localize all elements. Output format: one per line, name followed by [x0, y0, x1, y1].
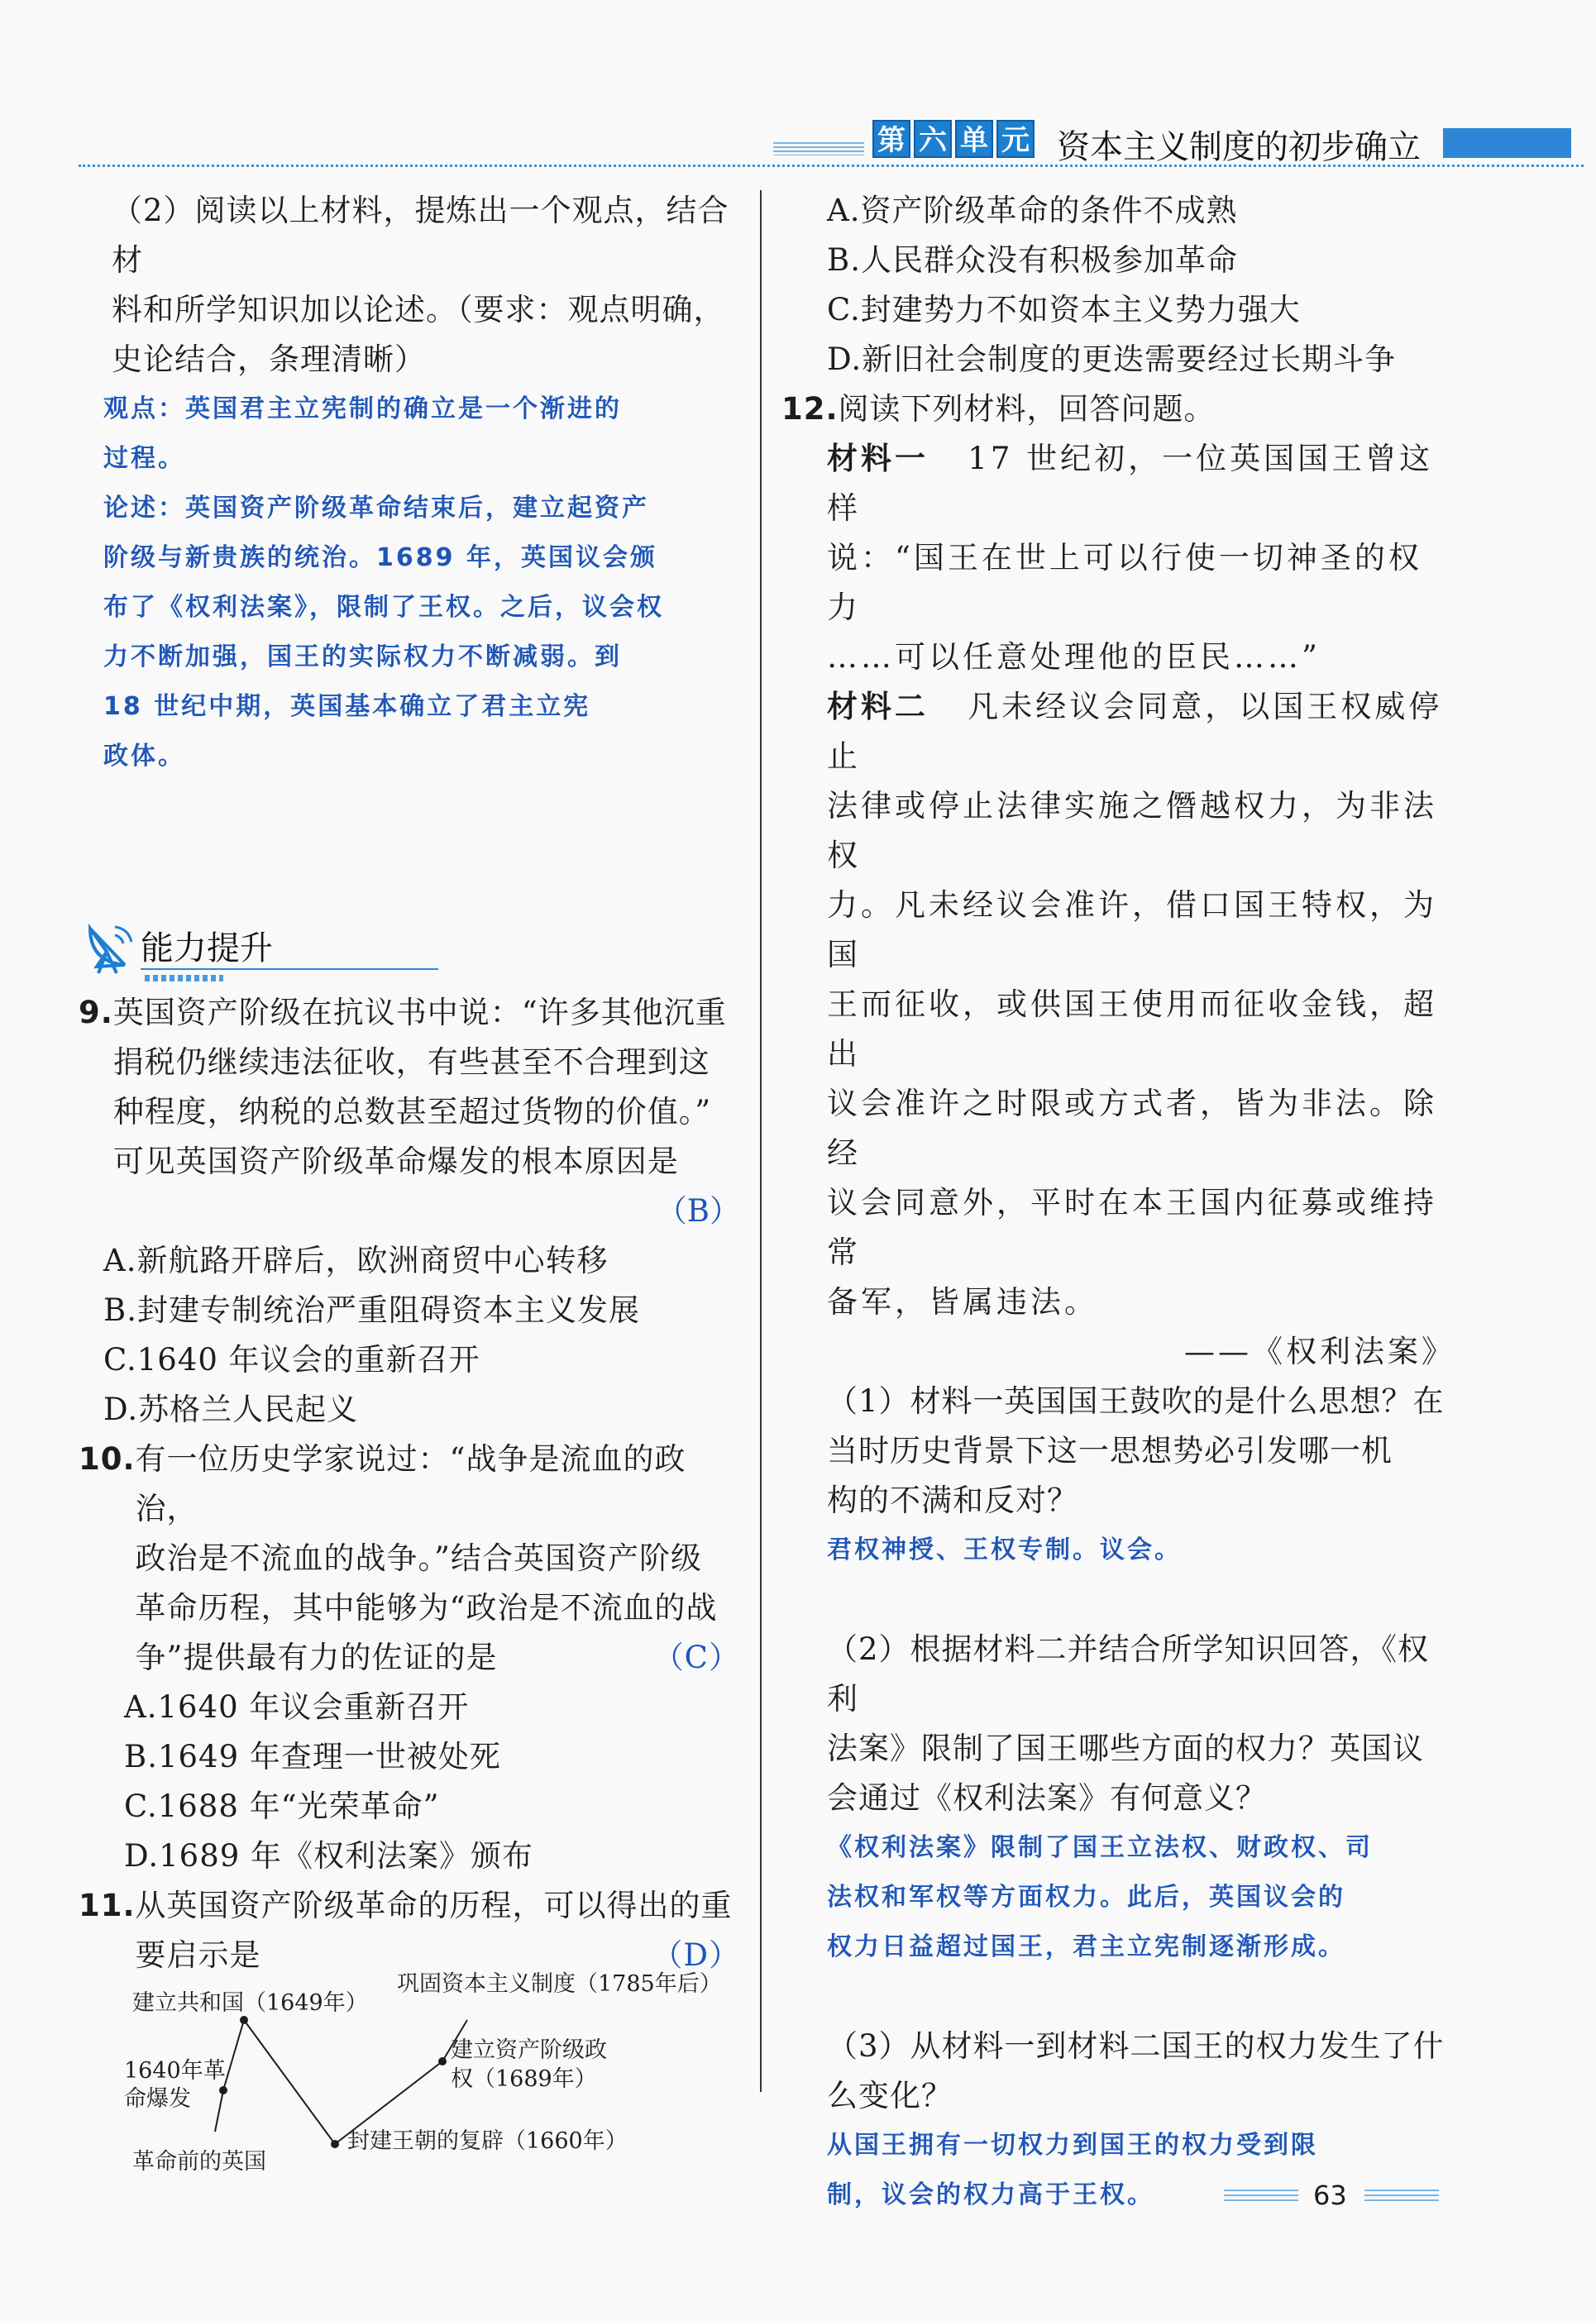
- answer-choice: （B）: [656, 1193, 740, 1229]
- text-line: 有一位历史学家说过：“战争是流血的政治，: [135, 1441, 686, 1526]
- answer-line: 力不断加强，国王的实际权力不断减弱。到: [103, 642, 622, 671]
- diagram-point: [438, 2057, 447, 2065]
- text-line: ……可以任意处理他的臣民……”: [827, 639, 1321, 675]
- material-two: [781, 682, 1455, 1377]
- ability-section-header: [79, 914, 740, 988]
- unit-chip: 六: [914, 120, 952, 158]
- diagram-label: 巩固资本主义制度（1785年后）: [397, 1971, 722, 1997]
- column-divider: [760, 190, 762, 2092]
- text-line: 要启示是: [135, 1937, 261, 1973]
- text-line: 会通过《权利法案》有何意义？: [827, 1780, 1267, 1816]
- text-line: 争”提供最有力的佐证的是: [135, 1640, 498, 1675]
- section-title: 能力提升: [141, 929, 273, 967]
- section-dots: [145, 975, 223, 981]
- question-10-stem: [79, 1435, 740, 1683]
- material-label: 材料二: [827, 689, 929, 724]
- question-9-options: [79, 1236, 740, 1435]
- section-underline: [141, 968, 438, 970]
- sub-question-2-answer: [781, 1823, 1455, 1972]
- text-line: 可见英国资产阶级革命爆发的根本原因是: [112, 1144, 679, 1179]
- option: D.新旧社会制度的更迭需要经过长期斗争: [827, 341, 1397, 377]
- header-color-bar: [1443, 128, 1571, 158]
- answer-line: 法权和军权等方面权力。此后，英国议会的: [827, 1883, 1345, 1912]
- text-line: 史论结合，条理清晰）: [112, 341, 426, 377]
- question-number: 9.: [79, 995, 113, 1030]
- material-source: ——《权利法案》: [1184, 1334, 1455, 1369]
- footer-decoration-left: [1224, 2190, 1298, 2203]
- satellite-dish-icon: [82, 919, 140, 977]
- diagram-label: 建立共和国（1649年）: [132, 1990, 368, 2016]
- diagram-label: 命爆发: [124, 2086, 191, 2112]
- unit-chip: 元: [996, 120, 1035, 158]
- option: D.苏格兰人民起义: [103, 1392, 359, 1427]
- left-column: [79, 186, 740, 2185]
- option: D.1689 年《权利法案》颁布: [124, 1838, 534, 1874]
- answer-line: 从国王拥有一切权力到国王的权力受到限: [827, 2131, 1318, 2160]
- header-dotted-rule: [79, 165, 1584, 167]
- diagram-label: 权（1689年）: [451, 2066, 597, 2092]
- text-line: 英国资产阶级在抗议书中说：“许多其他沉重: [112, 995, 727, 1030]
- option: C.封建势力不如资本主义势力强大: [827, 292, 1301, 327]
- question-9-stem: [79, 988, 740, 1187]
- text-line: 构的不满和反对？: [827, 1483, 1078, 1518]
- answer-line: 阶级与新贵族的统治。1689 年，英国议会颁: [103, 543, 657, 572]
- text-line: 法律或停止法律实施之僭越权力，为非法权: [827, 788, 1437, 873]
- sub-question-1-answer: 君权神授、王权专制。议会。: [827, 1535, 1182, 1564]
- question-2-answer: [79, 384, 740, 781]
- unit-chip: 第: [872, 120, 910, 158]
- text-line: 备军，皆属违法。: [827, 1284, 1098, 1320]
- right-column: [781, 186, 1455, 2220]
- option: A.资产阶级革命的条件不成熟: [827, 193, 1238, 228]
- option: B.封建专制统治严重阻碍资本主义发展: [103, 1292, 640, 1328]
- text-line: （1）材料一英国国王鼓吹的是什么思想？在: [827, 1383, 1445, 1419]
- footer-decoration-right: [1364, 2190, 1439, 2203]
- header-decoration-lines: [773, 142, 864, 155]
- answer-line: 《权利法案》限制了国王立法权、财政权、司: [827, 1833, 1373, 1862]
- text-line: 革命历程，其中能够为“政治是不流血的战: [135, 1590, 718, 1626]
- answer-line: 论述：英国资产阶级革命结束后，建立起资产: [103, 494, 649, 523]
- sub-question-3: [781, 2022, 1455, 2121]
- revolution-process-diagram: [79, 1971, 740, 2185]
- material-one: [781, 434, 1455, 682]
- text-line: （3）从材料一到材料二国王的权力发生了什: [827, 2028, 1445, 2064]
- text-line: 议会准许之时限或方式者，皆为非法。除经: [827, 1086, 1437, 1171]
- diagram-point: [219, 2086, 227, 2094]
- answer-line: 18 世纪中期，英国基本确立了君主立宪: [103, 692, 591, 721]
- question-number: 11.: [79, 1888, 136, 1923]
- answer-line: 政体。: [103, 742, 185, 771]
- question-number: 10.: [79, 1441, 136, 1477]
- answer-line: 权力日益超过国王，君主立宪制逐渐形成。: [827, 1932, 1345, 1961]
- text-line: 法案》限制了国王哪些方面的权力？英国议: [827, 1731, 1424, 1766]
- answer-line: 布了《权利法案》，限制了王权。之后，议会权: [103, 593, 664, 622]
- text-line: （2）根据材料二并结合所学知识回答，《权利: [827, 1631, 1430, 1717]
- material-label: 材料一: [827, 441, 929, 476]
- unit-chip: 单: [955, 120, 993, 158]
- option: C.1688 年“光荣革命”: [124, 1789, 440, 1824]
- text-line: 阅读下列材料，回答问题。: [838, 391, 1216, 427]
- diagram-point: [331, 2140, 339, 2148]
- answer-line: 制，议会的权力高于王权。: [827, 2180, 1154, 2209]
- text-line: 政治是不流血的战争。”结合英国资产阶级: [135, 1540, 702, 1576]
- diagram-label: 建立资产阶级政: [451, 2037, 607, 2063]
- diagram-label: 封建王朝的复辟（1660年）: [347, 2128, 628, 2154]
- option: A.新航路开辟后，欧洲商贸中心转移: [103, 1243, 609, 1278]
- answer-choice: （D）: [652, 1937, 740, 1973]
- question-number: 12.: [781, 391, 839, 427]
- text-line: 17 世纪初，一位英国国王曾这样: [827, 441, 1434, 526]
- diagram-label: 革命前的英国: [132, 2149, 266, 2175]
- sub-question-1: [781, 1377, 1455, 1526]
- option: B.1649 年查理一世被处死: [124, 1739, 501, 1774]
- sub-question-2: [781, 1625, 1455, 1823]
- text-line: 凡未经议会同意，以国王权威停止: [827, 689, 1443, 774]
- unit-title: 资本主义制度的初步确立: [1057, 128, 1421, 166]
- question-11-stem: [79, 1881, 740, 1980]
- question-11: [79, 1881, 740, 2185]
- option: A.1640 年议会重新召开: [124, 1689, 470, 1725]
- text-line: 么变化？: [827, 2078, 953, 2113]
- answer-choice: （C）: [652, 1640, 740, 1675]
- question-12-stem: [781, 384, 1455, 434]
- question-10-options: [79, 1683, 740, 1881]
- diagram-label: 1640年革: [124, 2058, 226, 2084]
- text-line: 说：“国王在世上可以行使一切神圣的权力: [827, 540, 1422, 625]
- text-line: 种程度，纳税的总数甚至超过货物的价值。”: [112, 1094, 712, 1129]
- text-line: 当时历史背景下这一思想势必引发哪一机: [827, 1433, 1393, 1469]
- text-line: 从英国资产阶级革命的历程，可以得出的重: [135, 1888, 733, 1923]
- text-line: 力。凡未经议会准许，借口国王特权，为国: [827, 887, 1437, 972]
- text-line: 议会同意外，平时在本王国内征募或维持常: [827, 1185, 1437, 1270]
- question-9: [79, 988, 740, 1435]
- answer-line: 过程。: [103, 444, 185, 473]
- question-10: [79, 1435, 740, 1881]
- answer-line: 观点：英国君主立宪制的确立是一个渐进的: [103, 394, 622, 423]
- question-2-text: [79, 186, 740, 384]
- sub-question-3-answer: [781, 2121, 1455, 2220]
- text-line: （2）阅读以上材料，提炼出一个观点，结合材: [112, 193, 729, 278]
- unit-badge: [872, 120, 1035, 158]
- page-number: 63: [1313, 2180, 1347, 2211]
- text-line: 料和所学知识加以论述。（要求：观点明确，: [112, 292, 725, 327]
- question-11-options: [781, 186, 1455, 384]
- option: C.1640 年议会的重新召开: [103, 1342, 480, 1378]
- text-line: 王而征收，或供国王使用而征收金钱，超出: [827, 986, 1437, 1072]
- text-line: 捐税仍继续违法征收，有些甚至不合理到这: [112, 1044, 710, 1080]
- option: B.人民群众没有积极参加革命: [827, 242, 1238, 278]
